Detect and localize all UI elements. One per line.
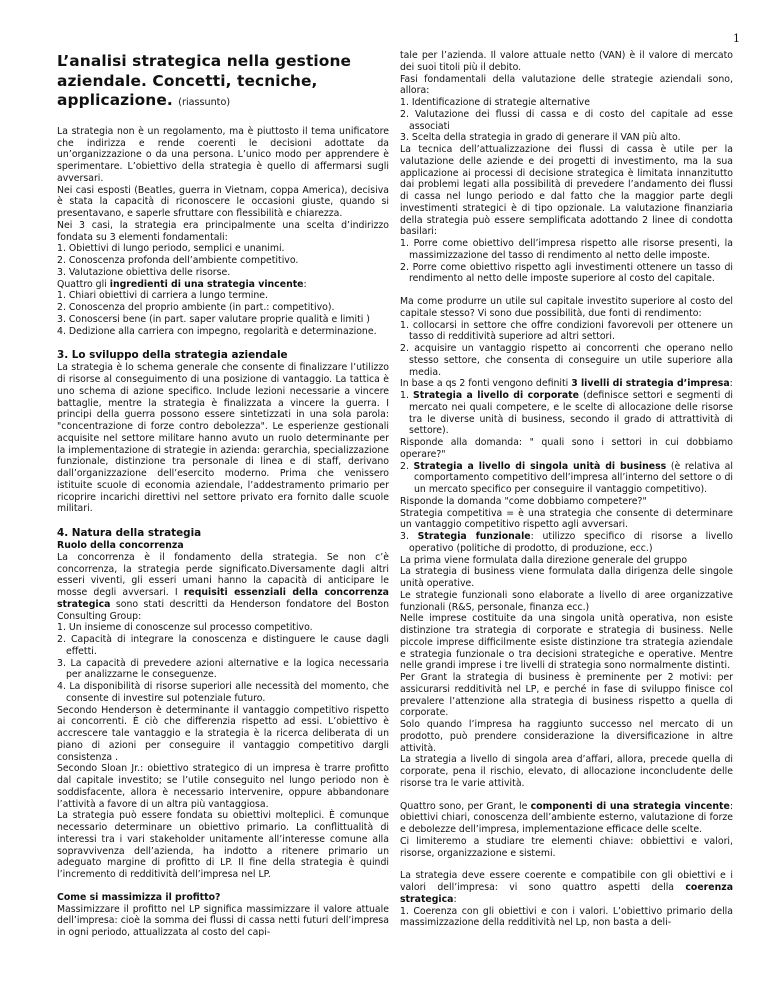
paragraph: La strategia può essere fondata su obiettivi molteplici. È comunque necessario determinare un obiettivo primario. La conflittualità di interessi tra i vari stakeholder unitamente all’interesse comune alla sopravvivenza dell’azienda, ha indotto a ritenere primario un adeguato margine di profitto di LP. Il fine della strategia è quindi l’incremento di redditività dell’impresa nel LP. bbox=[57, 810, 389, 881]
paragraph: La strategia di business viene formulata dalla dirigenza delle singole unità operative. bbox=[400, 566, 733, 589]
text-span: : bbox=[453, 893, 457, 905]
list-item: 2. acquisire un vantaggio rispetto ai concorrenti che operano nello stesso settore, che consenta di conseguire un utile superiore alla media. bbox=[400, 343, 733, 378]
bold-term: 3 livelli di strategia d’impresa bbox=[571, 378, 730, 390]
paragraph: Nei 3 casi, la strategia era principalmente una scelta d’indirizzo fondata su 3 elementi fondamentali: bbox=[57, 219, 389, 243]
bold-term: Strategia a livello di singola unità di business bbox=[413, 460, 667, 472]
paragraph: 1. Coerenza con gli obiettivi e con i valori. L’obiettivo primario della massimizzazione della redditività nel Lp, non basta a deli- bbox=[400, 905, 733, 929]
list-item: 4. Dedizione alla carriera con impegno, regolarità e determinazione. bbox=[57, 325, 377, 337]
document-title bbox=[57, 52, 389, 113]
list-item: 1. collocarsi in settore che offre condizioni favorevoli per ottenere un tasso di redditività superiore ad altri settori. bbox=[400, 319, 733, 343]
section-heading: 3. Lo sviluppo della strategia aziendale bbox=[57, 349, 288, 362]
subsection-heading: Come si massimizza il profitto? bbox=[57, 891, 221, 903]
text-span: sono stati descritti da Henderson fondatore del Boston Consulting Group: bbox=[57, 598, 389, 622]
paragraph: Massimizzare il profitto nel LP significa massimizzare il valore attuale dell’impresa: cioè la somma dei flussi di cassa netti futuri dell’impresa in ogni periodo, attualizzata al costo del capi- bbox=[57, 903, 389, 939]
paragraph: Risponde la domanda "come dobbiamo competere?" bbox=[400, 495, 647, 507]
paragraph: Per Grant la strategia di business è preminente per 2 motivi: per assicurarsi redditività nel LP, e perché in fase di sviluppo finisce col prevalere l’attenzione alla strategia di business rispetto a quella di corporate. bbox=[400, 672, 733, 719]
paragraph bbox=[400, 378, 733, 390]
paragraph: Nelle imprese costituite da una singola unità operativa, non esiste distinzione tra strategia di corporate e strategia di business. Nelle piccole imprese difficilmente esiste distinzione tra strategia aziendale e strategia funzionale o tra decisioni strategiche e operative. Mentre nelle grandi imprese i tre livelli di strategia sono normalmente distinti. bbox=[400, 613, 733, 672]
list-number: 3. bbox=[400, 531, 418, 542]
bold-term: ingredienti di una strategia vincente bbox=[109, 278, 304, 290]
paragraph bbox=[400, 801, 733, 836]
paragraph: Secondo Henderson è determinante il vantaggio competitivo rispetto ai concorrenti. È ciò che differenzia rispetto ad essi. L’obiettivo è accrescere tale vantaggio e la strategia è la ricerca deliberata di un piano di azioni per conseguire il vantaggio competitivo dargli consistenza . bbox=[57, 704, 389, 763]
bold-term: componenti di una strategia vincente bbox=[530, 800, 730, 812]
ingredients-list bbox=[57, 290, 389, 337]
text-span: : bbox=[303, 278, 307, 290]
requirements-list bbox=[57, 622, 389, 704]
text-span: (definisce settori e segmenti di mercato nei quali competere, e le scelte di allocazione delle risorse tra le diverse unità di business, secondo il grado di attrattività di settore). bbox=[409, 390, 733, 437]
paragraph: La strategia non è un regolamento, ma è piuttosto il tema unificatore che indirizza e rende coerenti le decisioni adottate da un’organizzazione o da una persona. L’unico modo per apprendere è sperimentare. L’obiettivo della strategia è quello di affermarsi sugli avversari. bbox=[57, 125, 389, 184]
subsection-heading: Ruolo della concorrenza bbox=[57, 540, 184, 552]
paragraph bbox=[400, 870, 733, 905]
text-span: In base a qs 2 fonti vengono definiti bbox=[400, 378, 572, 390]
strategy-level-item bbox=[400, 461, 733, 496]
list-item: 1. Un insieme di conoscenze sul processo competitivo. bbox=[57, 622, 313, 634]
paragraph: Fasi fondamentali della valutazione delle strategie aziendali sono, allora: bbox=[400, 73, 733, 97]
paragraph: Nei casi esposti (Beatles, guerra in Vietnam, coppa America), decisiva è stata la capacità di riconoscere le occasioni giuste, quando si presentavano, e saperle sfruttare con flessibilità e chiarezza. bbox=[57, 184, 389, 220]
strategy-level-item bbox=[400, 531, 733, 555]
elements-list bbox=[57, 243, 389, 278]
left-column bbox=[57, 50, 389, 939]
strategy-level-item bbox=[400, 390, 733, 437]
paragraph: La strategia a livello di singola area d’affari, allora, precede quella di corporate, pena il rischio, elevato, di allocazione inconcludente delle risorse tra le varie attività. bbox=[400, 754, 733, 789]
paragraph: Ma come produrre un utile sul capitale investito superiore al costo del capitale stesso? Vi sono due possibilità, due fonti di rendimento: bbox=[400, 296, 733, 319]
text-span: Quattro sono, per Grant, le bbox=[400, 800, 531, 812]
paragraph: Le strategie funzionali sono elaborate a livello di aree organizzative funzionali (R&S, personale, finanza ecc.) bbox=[400, 589, 733, 613]
paragraph: Strategia competitiva = è una strategia che consente di determinare un vantaggio competitivo rispetto agli avversari. bbox=[400, 507, 733, 531]
list-item: 3. La capacità di prevedere azioni alternative e la logica necessaria per analizzarne le conseguenze. bbox=[57, 657, 389, 681]
section-heading: 4. Natura della strategia bbox=[57, 527, 202, 540]
title-note: (riassunto) bbox=[178, 97, 231, 109]
list-item: 2. Capacità di integrare la conoscenza e distinguere le cause dagli effetti. bbox=[57, 634, 389, 657]
title-text: L’analisi strategica nella gestione aziendale. Concetti, tecniche, applicazione. bbox=[57, 52, 352, 110]
bold-term: requisiti essenziali della concorrenza strategica bbox=[57, 587, 389, 610]
paragraph: Risponde alla domanda: " quali sono i settori in cui dobbiamo operare?" bbox=[400, 437, 733, 460]
bold-term: Strategia funzionale bbox=[417, 531, 531, 542]
list-number: 2. bbox=[400, 460, 414, 472]
bold-term: coerenza strategica bbox=[400, 882, 733, 905]
list-item: 2. Conoscenza profonda dell’ambiente competitivo. bbox=[57, 255, 299, 267]
text-span: : utilizzo specifico di risorse a livello operativo (politiche di prodotto, di produzione, ecc.) bbox=[409, 531, 733, 554]
right-column bbox=[400, 50, 733, 929]
text-span: La concorrenza è il fondamento della strategia. Se non c’è concorrenza, la strategia perde significato.Diversamente dagli altri esseri viventi, gli esseri umani hanno la capacità di anticipare le mosse degli avversari. I bbox=[57, 551, 389, 599]
bold-term: Strategia a livello di corporate bbox=[413, 390, 579, 401]
paragraph bbox=[57, 552, 389, 623]
guidelines-list bbox=[400, 238, 733, 285]
paragraph: La prima viene formulata dalla direzione generale del gruppo bbox=[400, 554, 688, 566]
list-item: 2. Valutazione dei flussi di cassa e di costo del capitale ad esse associati bbox=[400, 108, 733, 132]
list-item: 3. Scelta della strategia in grado di generare il VAN più alto. bbox=[400, 132, 681, 144]
paragraph: Ci limiteremo a studiare tre elementi chiave: obbiettivi e valori, risorse, organizzazione e sistemi. bbox=[400, 835, 733, 859]
list-item: 2. Conoscenza del proprio ambiente (in part.: competitivo). bbox=[57, 302, 335, 314]
list-item: 2. Porre come obiettivo rispetto agli investimenti ottenere un tasso di rendimento al netto delle imposte superiore al costo del capitale. bbox=[400, 261, 733, 285]
list-item: 1. Obiettivi di lungo periodo, semplici e unanimi. bbox=[57, 243, 285, 255]
text-span: Quattro gli bbox=[57, 278, 110, 290]
phases-list bbox=[400, 97, 733, 144]
text-span: : obiettivi chiari, conoscenza dell’ambiente esterno, valutazione di forze e debolezze dell’impresa, implementazione efficace delle scelte. bbox=[400, 800, 733, 835]
paragraph: tale per l’azienda. Il valore attuale netto (VAN) è il valore di mercato dei suoi titoli più il debito. bbox=[400, 50, 733, 73]
list-item: 3. Valutazione obiettiva delle risorse. bbox=[57, 266, 231, 278]
paragraph: La tecnica dell’attualizzazione dei flussi di cassa è utile per la valutazione delle aziende e dei progetti di investimento, ma la sua applicazione ai processi di decisione strategica è limitata innanzitutto dai problemi legati alla possibilità di prevedere l’andamento dei flussi di cassa nel lungo periodo e dal fatto che la maggior parte degli investimenti strategici è di tipo opzionale. La valutazione finanziaria della strategia può essere semplificata adottando 2 linee di condotta basilari: bbox=[400, 144, 733, 238]
sources-list bbox=[400, 320, 733, 379]
paragraph: Secondo Sloan Jr.: obiettivo strategico di un impresa è trarre profitto dal capitale investito; se l’utile conseguito nel lungo periodo non è soddisfacente, allora è necessario intervenire, oppure abbandonare l’attività a favore di un altra più vantaggiosa. bbox=[57, 763, 389, 810]
text-span: La strategia deve essere coerente e compatibile con gli obiettivi e i valori dell’impresa: vi sono quattro aspetti della bbox=[400, 870, 733, 893]
text-span: : bbox=[729, 378, 733, 390]
list-item: 3. Conoscersi bene (in part. saper valutare proprie qualità e limiti ) bbox=[57, 313, 370, 325]
list-number: 1. bbox=[400, 390, 414, 401]
paragraph: La strategia è lo schema generale che consente di finalizzare l’utilizzo di risorse al conseguimento di una posizione di vantaggio. La tattica è uno schema di azione specifico. Include lezioni necessarie a vincere battaglie, mentre la strategia è finalizzata a vincere la guerra. I principi della guerra possono essere sintetizzati in una sola parola: "concentrazione di forze contro debolezza". Le esperienze gestionali acquisite nel settore militare hanno avuto un ruolo determinante per la implementazione di strategie in azienda: gerarchia, specializzazione funzionale, distinzione tra personale di linea e di staff, derivano dall’organizzazione dell’esercito moderno. Prima che venissero istituite scuole di economia aziendale, l’addestramento primario per ricoprire incarichi direttivi nel settore privato era fornito dalle scuole militari. bbox=[57, 362, 389, 515]
text-span: (è relativa al comportamento competitivo dell’impresa all’interno del settore o di un mercato specifico per conseguire il vantaggio competitivo). bbox=[414, 460, 733, 495]
list-item: 4. La disponibilità di risorse superiori alle necessità del momento, che consente di investire sul potenziale futuro. bbox=[57, 681, 389, 704]
paragraph: Solo quando l’impresa ha raggiunto successo nel mercato di un prodotto, può prendere considerazione la diversificazione in altre attività. bbox=[400, 719, 733, 754]
paragraph bbox=[57, 279, 389, 291]
list-item: 1. Identificazione di strategie alternative bbox=[400, 97, 590, 108]
list-item: 1. Chiari obiettivi di carriera a lungo termine. bbox=[57, 290, 269, 302]
page-number: 1 bbox=[733, 32, 740, 45]
list-item: 1. Porre come obiettivo dell’impresa rispetto alle risorse presenti, la massimizzazione del tasso di rendimento al netto delle imposte. bbox=[400, 238, 733, 261]
